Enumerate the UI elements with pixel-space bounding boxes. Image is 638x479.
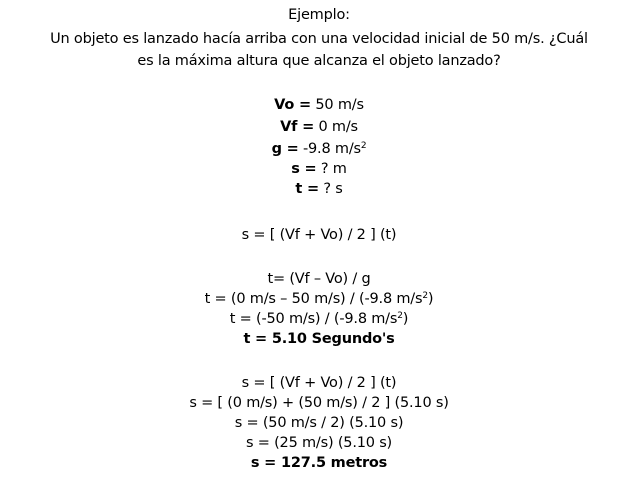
question-line-2: es la máxima altura que alcanza el objeto lanzado? bbox=[137, 53, 501, 69]
given-t-key: t = bbox=[295, 181, 319, 197]
given-vo-value: 50 m/s bbox=[315, 97, 364, 113]
given-g-exponent: 2 bbox=[360, 141, 367, 151]
time-calc-line-3-pre: t = (-50 m/s) / (-9.8 m/s bbox=[229, 311, 398, 327]
time-result: t = 5.10 Segundo's bbox=[243, 331, 395, 347]
given-vf-value: 0 m/s bbox=[318, 119, 358, 135]
time-calc-line-2 bbox=[0, 290, 638, 308]
given-s-value: ? m bbox=[320, 161, 347, 177]
time-calc-line-2-pre: t = (0 m/s – 50 m/s) / (-9.8 m/s bbox=[204, 291, 423, 307]
height-result: s = 127.5 metros bbox=[250, 455, 388, 471]
given-vo-key: Vo = bbox=[274, 97, 311, 113]
given-t bbox=[0, 180, 638, 198]
time-calc-line-3-post: ) bbox=[402, 311, 409, 327]
given-vo bbox=[0, 96, 638, 114]
given-t-value: ? s bbox=[323, 181, 343, 197]
question-line-1: Un objeto es lanzado hacía arriba con una velocidad inicial de 50 m/s. ¿Cuál bbox=[50, 31, 588, 47]
height-calc-line-1: s = [ (Vf + Vo) / 2 ] (t) bbox=[241, 375, 397, 391]
height-calc-line-4: s = (25 m/s) (5.10 s) bbox=[245, 435, 393, 451]
given-g bbox=[0, 140, 638, 158]
time-calc-line-3 bbox=[0, 310, 638, 328]
given-vf-key: Vf = bbox=[280, 119, 315, 135]
formula: s = [ (Vf + Vo) / 2 ] (t) bbox=[241, 227, 397, 243]
given-s bbox=[0, 160, 638, 178]
given-g-key: g = bbox=[271, 141, 299, 157]
example-label: Ejemplo: bbox=[288, 7, 350, 23]
given-vf bbox=[0, 118, 638, 136]
time-calc-line-2-post: ) bbox=[427, 291, 434, 307]
time-calc-line-1: t= (Vf – Vo) / g bbox=[267, 271, 371, 287]
time-calc-line-3-exponent: 2 bbox=[397, 311, 403, 321]
height-calc-line-2: s = [ (0 m/s) + (50 m/s) / 2 ] (5.10 s) bbox=[189, 395, 449, 411]
given-g-value: -9.8 m/s bbox=[303, 141, 361, 157]
given-s-key: s = bbox=[291, 161, 317, 177]
height-calc-line-3: s = (50 m/s / 2) (5.10 s) bbox=[234, 415, 404, 431]
time-calc-line-2-exponent: 2 bbox=[422, 291, 428, 301]
